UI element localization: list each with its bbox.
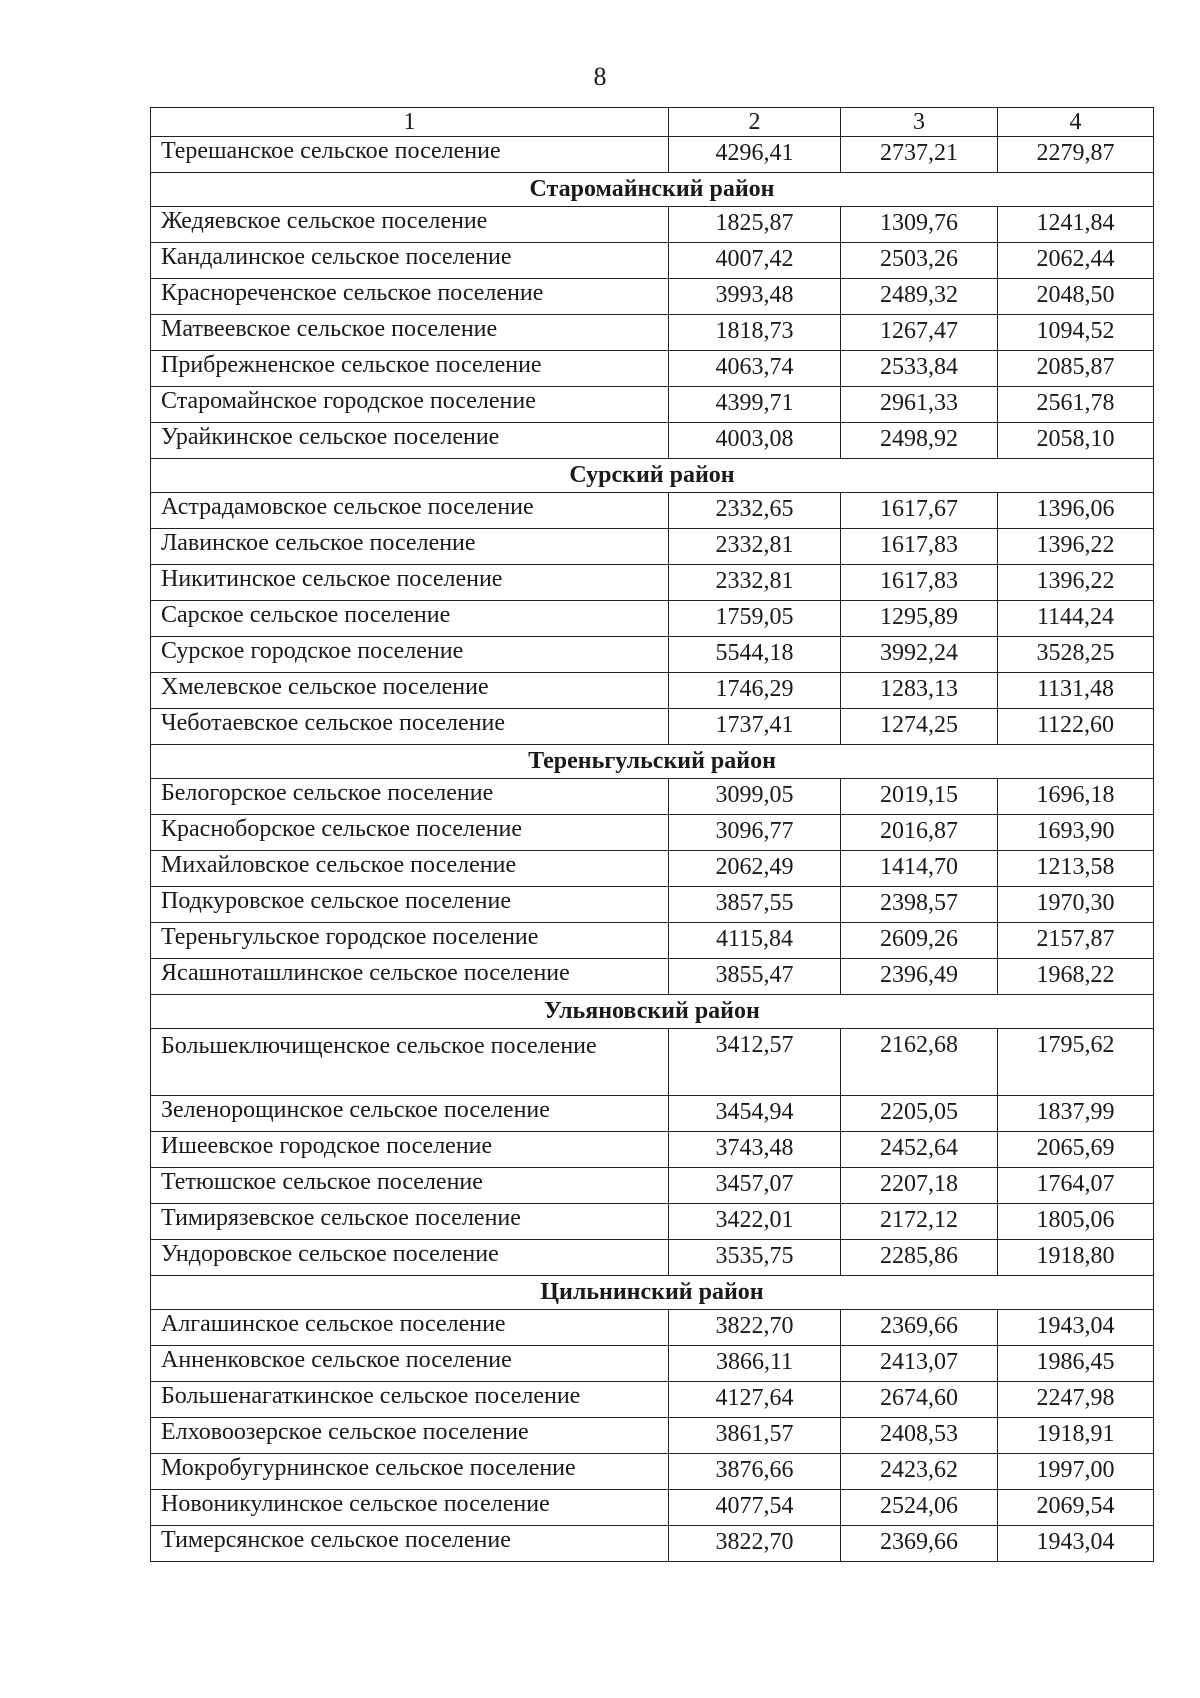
settlement-name: Кандалинское сельское поселение (151, 243, 669, 279)
value-col-4: 2062,44 (998, 243, 1154, 279)
value-col-4: 1943,04 (998, 1526, 1154, 1562)
value-col-3: 1414,70 (841, 851, 998, 887)
table-row (151, 709, 1154, 745)
value-col-4: 1213,58 (998, 851, 1154, 887)
table-row (151, 243, 1154, 279)
column-header-1: 1 (151, 108, 669, 137)
value-col-4: 1696,18 (998, 779, 1154, 815)
table-row (151, 137, 1154, 173)
value-col-3: 1295,89 (841, 601, 998, 637)
value-col-3: 2207,18 (841, 1168, 998, 1204)
table-row (151, 815, 1154, 851)
table-row (151, 1168, 1154, 1204)
settlement-name: Жедяевское сельское поселение (151, 207, 669, 243)
value-col-2: 3822,70 (669, 1526, 841, 1562)
value-col-4: 2058,10 (998, 423, 1154, 459)
district-name: Сурский район (151, 459, 1154, 493)
value-col-2: 3422,01 (669, 1204, 841, 1240)
value-col-2: 2062,49 (669, 851, 841, 887)
value-col-4: 2157,87 (998, 923, 1154, 959)
settlement-name: Тетюшское сельское поселение (151, 1168, 669, 1204)
value-col-3: 2396,49 (841, 959, 998, 995)
value-col-3: 2452,64 (841, 1132, 998, 1168)
value-col-3: 2609,26 (841, 923, 998, 959)
value-col-2: 1825,87 (669, 207, 841, 243)
table-row (151, 387, 1154, 423)
settlement-name: Никитинское сельское поселение (151, 565, 669, 601)
settlement-name: Красноборское сельское поселение (151, 815, 669, 851)
value-col-3: 1274,25 (841, 709, 998, 745)
value-col-2: 4063,74 (669, 351, 841, 387)
table-row (151, 1382, 1154, 1418)
value-col-4: 2069,54 (998, 1490, 1154, 1526)
value-col-2: 3457,07 (669, 1168, 841, 1204)
settlement-name: Матвеевское сельское поселение (151, 315, 669, 351)
column-header-3: 3 (841, 108, 998, 137)
table-row (151, 1096, 1154, 1132)
value-col-4: 2048,50 (998, 279, 1154, 315)
settlement-name: Старомайнское городское поселение (151, 387, 669, 423)
value-col-2: 3822,70 (669, 1310, 841, 1346)
value-col-4: 1970,30 (998, 887, 1154, 923)
value-col-4: 2279,87 (998, 137, 1154, 173)
table-row (151, 351, 1154, 387)
settlement-name: Белогорское сельское поселение (151, 779, 669, 815)
value-col-4: 1918,91 (998, 1418, 1154, 1454)
table-row (151, 923, 1154, 959)
table-row (151, 637, 1154, 673)
column-header-4: 4 (998, 108, 1154, 137)
value-col-2: 1818,73 (669, 315, 841, 351)
district-header-row (151, 995, 1154, 1029)
value-col-3: 2172,12 (841, 1204, 998, 1240)
settlement-name: Урайкинское сельское поселение (151, 423, 669, 459)
value-col-3: 2369,66 (841, 1310, 998, 1346)
settlement-name: Алгашинское сельское поселение (151, 1310, 669, 1346)
value-col-2: 2332,81 (669, 529, 841, 565)
district-header-row (151, 745, 1154, 779)
settlement-name: Зеленорощинское сельское поселение (151, 1096, 669, 1132)
value-col-2: 4115,84 (669, 923, 841, 959)
settlement-name: Анненковское сельское поселение (151, 1346, 669, 1382)
value-col-2: 3454,94 (669, 1096, 841, 1132)
value-col-4: 1805,06 (998, 1204, 1154, 1240)
settlement-name: Прибрежненское сельское поселение (151, 351, 669, 387)
table-row (151, 1132, 1154, 1168)
value-col-2: 3412,57 (669, 1029, 841, 1096)
value-col-3: 1617,83 (841, 565, 998, 601)
value-col-3: 2423,62 (841, 1454, 998, 1490)
value-col-2: 3099,05 (669, 779, 841, 815)
value-col-4: 1241,84 (998, 207, 1154, 243)
settlements-table (150, 107, 1154, 1562)
value-col-2: 3743,48 (669, 1132, 841, 1168)
settlement-name: Михайловское сельское поселение (151, 851, 669, 887)
value-col-3: 2413,07 (841, 1346, 998, 1382)
table-row (151, 1310, 1154, 1346)
value-col-3: 2408,53 (841, 1418, 998, 1454)
value-col-3: 2533,84 (841, 351, 998, 387)
value-col-4: 2085,87 (998, 351, 1154, 387)
settlement-name: Астрадамовское сельское поселение (151, 493, 669, 529)
table-row (151, 207, 1154, 243)
settlement-name: Подкуровское сельское поселение (151, 887, 669, 923)
value-col-4: 1396,22 (998, 565, 1154, 601)
value-col-4: 2247,98 (998, 1382, 1154, 1418)
value-col-3: 2498,92 (841, 423, 998, 459)
table-row (151, 1029, 1154, 1096)
value-col-4: 1396,22 (998, 529, 1154, 565)
value-col-4: 3528,25 (998, 637, 1154, 673)
value-col-4: 1396,06 (998, 493, 1154, 529)
value-col-4: 1122,60 (998, 709, 1154, 745)
settlement-name: Елховоозерское сельское поселение (151, 1418, 669, 1454)
table-row (151, 1346, 1154, 1382)
value-col-3: 2961,33 (841, 387, 998, 423)
table-header-row (151, 108, 1154, 137)
value-col-2: 5544,18 (669, 637, 841, 673)
value-col-3: 1309,76 (841, 207, 998, 243)
page-number: 8 (593, 62, 607, 91)
value-col-3: 2524,06 (841, 1490, 998, 1526)
settlement-name: Краснореченское сельское поселение (151, 279, 669, 315)
value-col-3: 1617,83 (841, 529, 998, 565)
value-col-2: 3857,55 (669, 887, 841, 923)
settlement-name: Чеботаевское сельское поселение (151, 709, 669, 745)
value-col-2: 3876,66 (669, 1454, 841, 1490)
value-col-2: 4399,71 (669, 387, 841, 423)
settlement-name: Мокробугурнинское сельское поселение (151, 1454, 669, 1490)
table-row (151, 779, 1154, 815)
value-col-4: 1997,00 (998, 1454, 1154, 1490)
value-col-3: 2674,60 (841, 1382, 998, 1418)
value-col-2: 4296,41 (669, 137, 841, 173)
value-col-2: 4003,08 (669, 423, 841, 459)
value-col-2: 3535,75 (669, 1240, 841, 1276)
settlement-name: Тимерсянское сельское поселение (151, 1526, 669, 1562)
value-col-2: 4007,42 (669, 243, 841, 279)
district-name: Старомайнский район (151, 173, 1154, 207)
settlement-name: Терешанское сельское поселение (151, 137, 669, 173)
table-row (151, 851, 1154, 887)
value-col-2: 2332,65 (669, 493, 841, 529)
value-col-4: 1764,07 (998, 1168, 1154, 1204)
value-col-3: 2162,68 (841, 1029, 998, 1096)
value-col-3: 2737,21 (841, 137, 998, 173)
settlement-name: Новоникулинское сельское поселение (151, 1490, 669, 1526)
value-col-2: 3861,57 (669, 1418, 841, 1454)
table-row (151, 279, 1154, 315)
value-col-4: 1918,80 (998, 1240, 1154, 1276)
table-row (151, 529, 1154, 565)
table-row (151, 1204, 1154, 1240)
table-row (151, 601, 1154, 637)
value-col-2: 3855,47 (669, 959, 841, 995)
settlement-name: Ясашноташлинское сельское поселение (151, 959, 669, 995)
value-col-4: 1986,45 (998, 1346, 1154, 1382)
value-col-4: 1131,48 (998, 673, 1154, 709)
district-header-row (151, 1276, 1154, 1310)
value-col-3: 1283,13 (841, 673, 998, 709)
district-name: Ульяновский район (151, 995, 1154, 1029)
district-header-row (151, 173, 1154, 207)
table-row (151, 423, 1154, 459)
value-col-4: 1693,90 (998, 815, 1154, 851)
settlement-name: Большенагаткинское сельское поселение (151, 1382, 669, 1418)
value-col-2: 1746,29 (669, 673, 841, 709)
settlement-name: Ундоровское сельское поселение (151, 1240, 669, 1276)
value-col-2: 3866,11 (669, 1346, 841, 1382)
value-col-3: 2489,32 (841, 279, 998, 315)
table-body (151, 108, 1154, 1562)
settlement-name: Ишеевское городское поселение (151, 1132, 669, 1168)
value-col-3: 2205,05 (841, 1096, 998, 1132)
district-name: Цильнинский район (151, 1276, 1154, 1310)
table-row (151, 1240, 1154, 1276)
table-row (151, 673, 1154, 709)
value-col-4: 1144,24 (998, 601, 1154, 637)
column-header-2: 2 (669, 108, 841, 137)
value-col-3: 3992,24 (841, 637, 998, 673)
value-col-3: 2503,26 (841, 243, 998, 279)
value-col-4: 1795,62 (998, 1029, 1154, 1096)
settlement-name: Тереньгульское городское поселение (151, 923, 669, 959)
value-col-4: 1943,04 (998, 1310, 1154, 1346)
table-row (151, 1490, 1154, 1526)
table-row (151, 493, 1154, 529)
value-col-2: 4077,54 (669, 1490, 841, 1526)
table-row (151, 1418, 1154, 1454)
settlement-name: Сарское сельское поселение (151, 601, 669, 637)
settlement-name: Большеключищенское сельское поселение (151, 1029, 669, 1096)
value-col-4: 1837,99 (998, 1096, 1154, 1132)
table-row (151, 959, 1154, 995)
value-col-3: 2369,66 (841, 1526, 998, 1562)
value-col-3: 1267,47 (841, 315, 998, 351)
value-col-4: 1968,22 (998, 959, 1154, 995)
settlement-name: Тимирязевское сельское поселение (151, 1204, 669, 1240)
value-col-2: 3993,48 (669, 279, 841, 315)
value-col-2: 1737,41 (669, 709, 841, 745)
value-col-2: 3096,77 (669, 815, 841, 851)
value-col-2: 1759,05 (669, 601, 841, 637)
value-col-3: 2398,57 (841, 887, 998, 923)
value-col-3: 1617,67 (841, 493, 998, 529)
value-col-3: 2285,86 (841, 1240, 998, 1276)
value-col-3: 2016,87 (841, 815, 998, 851)
settlement-name: Лавинское сельское поселение (151, 529, 669, 565)
value-col-3: 2019,15 (841, 779, 998, 815)
settlement-name: Хмелевское сельское поселение (151, 673, 669, 709)
value-col-4: 2065,69 (998, 1132, 1154, 1168)
settlement-name: Сурское городское поселение (151, 637, 669, 673)
table-row (151, 1526, 1154, 1562)
table-row (151, 315, 1154, 351)
district-header-row (151, 459, 1154, 493)
value-col-4: 1094,52 (998, 315, 1154, 351)
value-col-2: 2332,81 (669, 565, 841, 601)
district-name: Тереньгульский район (151, 745, 1154, 779)
value-col-2: 4127,64 (669, 1382, 841, 1418)
table-row (151, 887, 1154, 923)
table-row (151, 1454, 1154, 1490)
value-col-4: 2561,78 (998, 387, 1154, 423)
table-row (151, 565, 1154, 601)
